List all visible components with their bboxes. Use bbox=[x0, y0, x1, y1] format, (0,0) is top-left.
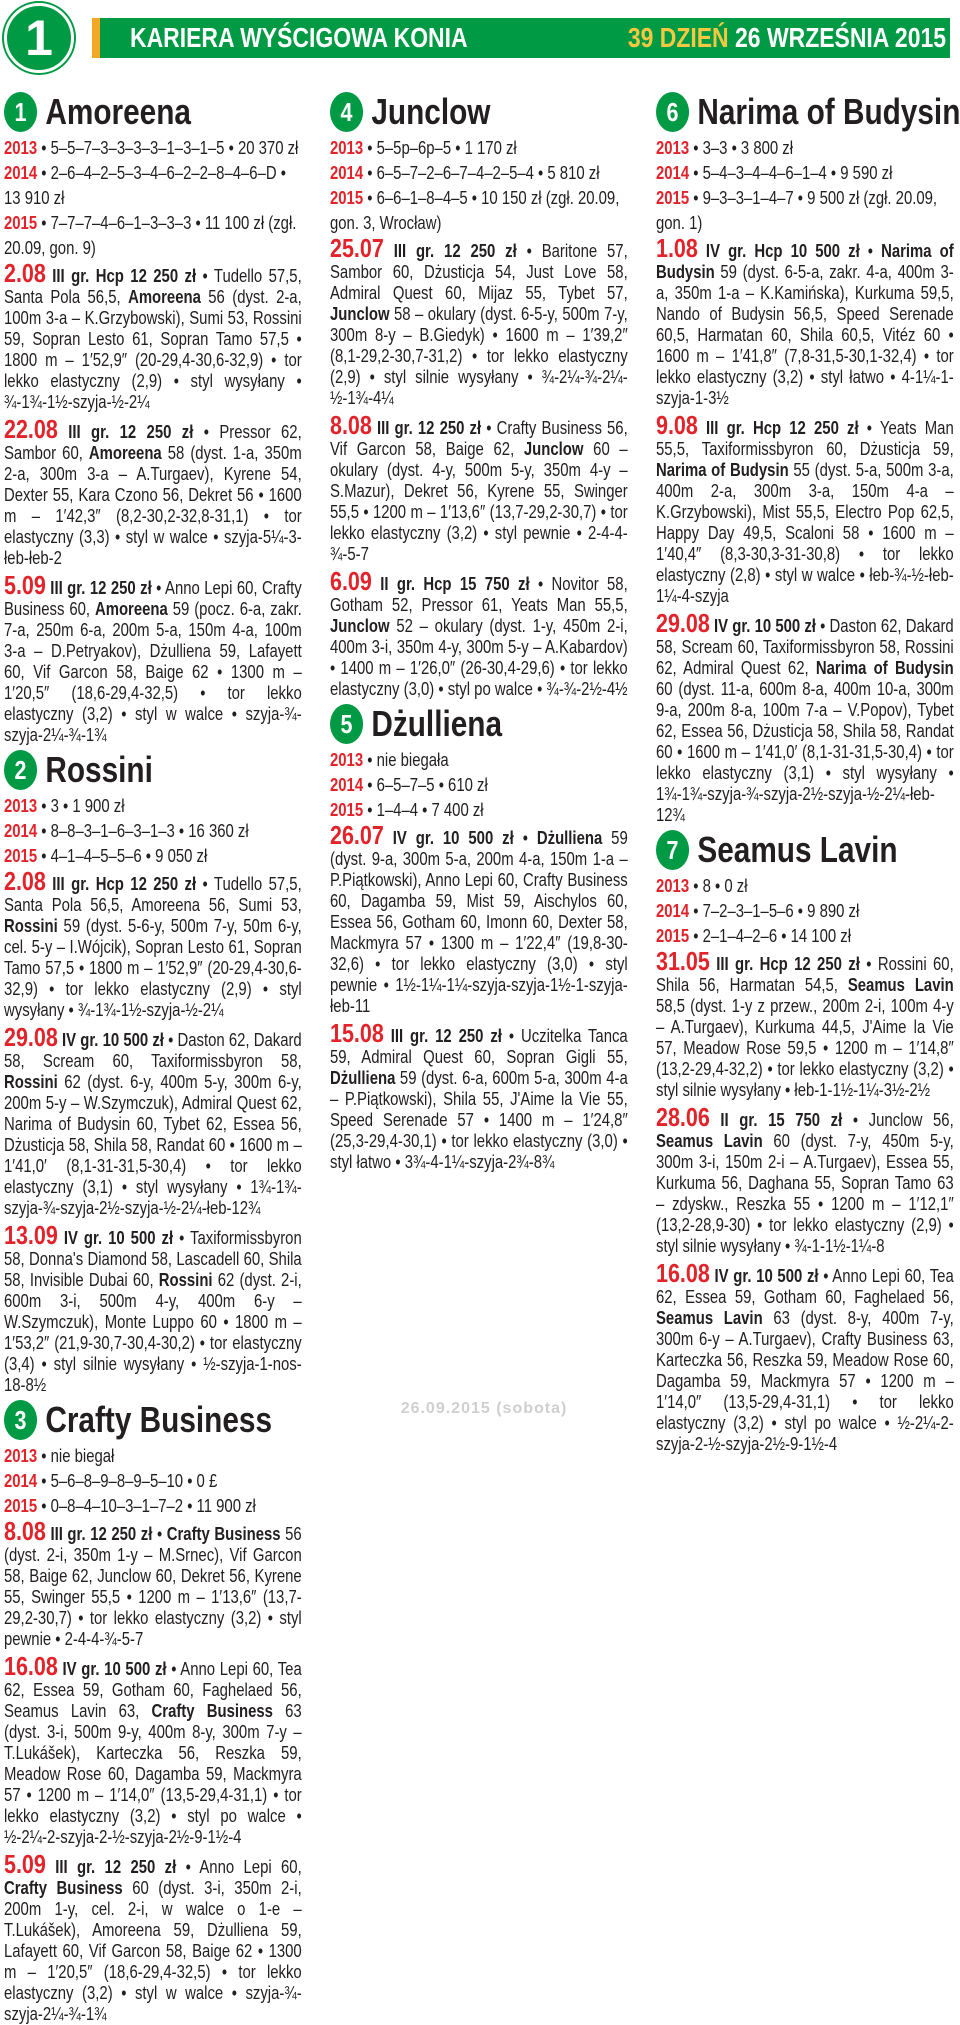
race-text-post: 59 (dyst. 6-a, 600m 5-a, 300m 4-a – P.Piątkowski), Shila 55, J'Aime la Vie 55, Speed Serenade 57 • 1400 m – 1′24,8″ (25,3-29,4-30,1) • tor lekko elastyczny (3,0) • styl łatwo • 3¾-4-1¼-szyja-2¾-8¾ bbox=[330, 1068, 628, 1172]
race-text-pre: • Taxiformissbyron 58, Donna's Diamond 58, Lascadell 60, Shila 58, Invisible Dubai 60, bbox=[4, 1228, 302, 1290]
season-year: 2013 bbox=[4, 796, 38, 816]
race-class: III gr. 12 250 zł bbox=[371, 418, 482, 438]
highlighted-horse: Seamus Lavin bbox=[656, 1308, 763, 1328]
season-stat bbox=[4, 819, 302, 844]
season-year: 2014 bbox=[330, 163, 364, 183]
race-text-pre: • Anno Lepi 60, bbox=[176, 1857, 302, 1877]
season-stat bbox=[4, 1494, 302, 1519]
season-year: 2013 bbox=[330, 138, 364, 158]
race-date: 29.08 bbox=[656, 608, 710, 638]
season-record: • 3–3 • 3 800 zł bbox=[689, 138, 794, 158]
season-year: 2013 bbox=[4, 1446, 38, 1466]
horse-header bbox=[4, 750, 302, 790]
season-stat bbox=[656, 161, 954, 186]
season-record: • 1–4–4 • 7 400 zł bbox=[363, 800, 484, 820]
highlighted-horse: Narima of Budysin bbox=[815, 658, 954, 678]
race-entry bbox=[656, 233, 954, 409]
race-text-post: 55 (dyst. 5-a, 500m 3-a, 400m 2-a, 300m 3-a, 150m 4-a – K.Grzybowski), Mist 55,5, Electro Pop 62,5, Happy Day 49,5, Scaloni 58 • 1600 m – 1′40,4″ (8,3-30,3-31-30,8) • tor lekko elastyczny (2,8) • styl w walce • łeb-¾-½-łeb-1¼-4-szyja bbox=[656, 460, 954, 606]
season-stat bbox=[330, 186, 628, 236]
highlighted-horse: Junclow bbox=[330, 304, 390, 324]
race-entry bbox=[656, 608, 954, 826]
season-year: 2015 bbox=[330, 188, 364, 208]
highlighted-horse: Seamus Lavin bbox=[656, 1131, 763, 1151]
highlighted-horse: Rossini bbox=[4, 1072, 58, 1092]
race-date: 5.09 bbox=[4, 1849, 46, 1879]
season-stat bbox=[330, 748, 628, 773]
highlighted-horse: Narima of Budysin bbox=[656, 241, 954, 282]
horse-name: Junclow bbox=[371, 91, 491, 132]
race-entry bbox=[4, 1849, 302, 2025]
race-text-pre: • Daston 62, Dakard 58, Scream 60, Taxiformissbyron 58, bbox=[4, 1030, 302, 1071]
season-year: 2013 bbox=[4, 138, 38, 158]
race-text-post: 59 (dyst. 6-5-a, zakr. 4-a, 400m 3-a, 350m 1-a – K.Kamińska), Kurkuma 59,5, Nando of Budysin 56,5, Speed Serenade 60,5, Harmatan 60, Shila 60,5, Vitéz 60 • 1600 m – 1′41,8″ (7,8-31,5-30,1-32,4) • tor lekko elastyczny (3,2) • styl łatwo • 4-1¼-1-szyja-1-3½ bbox=[656, 262, 954, 408]
race-text-post: 59 (dyst. 5-6-y, 500m 7-y, 50m 6-y, cel. 5-y – I.Wójcik), Sopran Lesto 61, Sopran Tamo 57,5 • 1800 m – 1′52,9″ (20-29,4-30,6-32,9) • tor lekko elastyczny (2,9) • styl wysyłany • ¾-1¾-1½-szyja-½-2¼ bbox=[4, 916, 302, 1020]
highlighted-horse: Rossini bbox=[4, 916, 58, 936]
race-class: III gr. 12 250 zł bbox=[383, 241, 517, 261]
race-date: 1.08 bbox=[656, 233, 698, 263]
race-text-pre: • Crafty Business 56, Vif Garcon 58, Baige 62, bbox=[330, 418, 628, 459]
season-year: 2015 bbox=[4, 846, 38, 866]
race-date: 2.08 bbox=[4, 258, 46, 288]
season-record: • nie biegała bbox=[363, 750, 449, 770]
race-entry bbox=[4, 1651, 302, 1848]
highlighted-horse: Junclow bbox=[330, 616, 390, 636]
season-record: • 6–6–1–8–4–5 • 10 150 zł (zgł. 20.09, gon. 3, Wrocław) bbox=[330, 188, 620, 233]
race-class: II gr. 15 750 zł bbox=[709, 1110, 843, 1130]
race-class: IV gr. 10 500 zł bbox=[709, 616, 816, 636]
horse-name: Rossini bbox=[45, 749, 153, 790]
season-record: • 7–7–7–4–6–1–3–3–3 • 11 100 zł (zgł. 20.09, gon. 9) bbox=[4, 213, 297, 258]
race-text-post: 60 (dyst. 7-y, 450m 5-y, 300m 3-i, 150m 2-i – A.Turgaev), Essea 55, Kurkuma 56, Daghana 55, Sopran Tamo 63 – zdyskw., Reszka 55 • 1200 m – 1′12,1″ (13,2-28,9-30) • tor lekko elastyczny (2,9) • styl silnie wysyłany • ¾-1-1½-1¼-8 bbox=[656, 1131, 954, 1256]
race-date: 22.08 bbox=[4, 414, 58, 444]
season-year: 2014 bbox=[4, 821, 38, 841]
race-text-pre: • Tudello 57,5, Santa Pola 56,5, Amoreena 56, Sumi 53, bbox=[4, 874, 302, 915]
race-text-post: 60 (dyst. 3-i, 350m 2-i, 200m 1-y, cel. 2-i, w walce o 1-e – T.Lukášek), Amoreena 59, Dżulliena 59, Lafayett 60, Vif Garcon 58, Baige 62 • 1300 m – 1′20,5″ (18,6-29,4-32,5) • tor lekko elastyczny (3,2) • styl w walce • szyja-¾-szyja-2¼-¾-1¾ bbox=[4, 1878, 302, 2024]
race-date: 16.08 bbox=[656, 1258, 710, 1288]
season-stat bbox=[330, 136, 628, 161]
season-stat bbox=[656, 136, 954, 161]
race-class: IV gr. 10 500 zł bbox=[383, 828, 514, 848]
race-class: II gr. Hcp 15 750 zł bbox=[371, 574, 530, 594]
race-entry bbox=[656, 1102, 954, 1257]
season-year: 2014 bbox=[4, 163, 38, 183]
horse-name: Dżulliena bbox=[371, 703, 503, 744]
highlighted-horse: Crafty Business bbox=[166, 1524, 281, 1544]
season-year: 2013 bbox=[330, 750, 364, 770]
race-date: 25.07 bbox=[330, 233, 384, 263]
season-record: • 5–5p–6p–5 • 1 170 zł bbox=[363, 138, 517, 158]
race-text-post: 63 (dyst. 8-y, 400m 7-y, 300m 6-y – A.Turgaev), Crafty Business 63, Karteczka 56, Reszka 59, Meadow Rose 60, Dagamba 59, Mackmyra 57 • 1200 m – 1′14,0″ (13,5-29,4-31,1) • tor lekko elastyczny (3,2) • styl po walce • ½-2¼-2-szyja-2-½-szyja-2½-9-1½-4 bbox=[656, 1308, 954, 1454]
race-class: III gr. 12 250 zł bbox=[45, 578, 152, 598]
race-date: 28.06 bbox=[656, 1102, 710, 1132]
race-text-pre: • Anno Lepi 60, Tea 62, Essea 59, Gotham 60, Faghelaed 56, bbox=[656, 1266, 954, 1307]
season-stat bbox=[4, 1444, 302, 1469]
race-text-pre: • bbox=[859, 241, 882, 261]
race-text-post: 63 (dyst. 3-i, 500m 9-y, 400m 8-y, 300m 7-y – T.Lukášek), Karteczka 56, Reszka 59, Meadow Rose 60, Dagamba 59, Mackmyra 57 • 1200 m – 1′14,0″ (13,5-29,4-31,1) • tor lekko elastyczny (3,2) • styl po walce • ½-2¼-2-szyja-2-½-szyja-2½-9-1½-4 bbox=[4, 1701, 302, 1847]
horse-number-badge: 5 bbox=[330, 704, 363, 744]
horse-number-badge: 3 bbox=[4, 1400, 37, 1440]
season-year: 2015 bbox=[330, 800, 364, 820]
race-class: III gr. Hcp 12 250 zł bbox=[45, 266, 197, 286]
season-year: 2015 bbox=[656, 188, 690, 208]
highlighted-horse: Crafty Business bbox=[4, 1878, 123, 1898]
race-entry bbox=[330, 1018, 628, 1173]
race-date: 29.08 bbox=[4, 1022, 58, 1052]
season-record: • nie biegał bbox=[37, 1446, 115, 1466]
season-stat bbox=[330, 161, 628, 186]
race-text-post: 56 (dyst. 2-i, 350m 1-y – M.Srnec), Vif Garcon 58, Baige 62, Junclow 60, Dekret 56, Kyrene 55, Swinger 55,5 • 1200 m – 1′13,6″ (13,7-29,2-30,7) • tor lekko elastyczny (3,2) • styl pewnie • 2-4-4-¾-5-7 bbox=[4, 1524, 302, 1649]
column-3 bbox=[656, 88, 960, 1454]
race-text-post: 58 (dyst. 1-a, 350m 2-a, 300m 3-a – A.Turgaev), Kyrene 54, Dexter 55, Kara Czono 56, Dekret 56 • 1600 m – 1′42,3″ (8,2-30,2-32,8-31,1) • tor elastyczny (3,3) • styl w walce • szyja-5¼-3-łeb-łeb-2 bbox=[4, 443, 302, 568]
season-year: 2013 bbox=[656, 876, 690, 896]
race-class: IV gr. 10 500 zł bbox=[709, 1266, 819, 1286]
highlighted-horse: Narima of Budysin bbox=[656, 460, 789, 480]
race-class: IV gr. 10 500 zł bbox=[57, 1030, 164, 1050]
horse-header bbox=[4, 1400, 302, 1440]
race-entry bbox=[4, 414, 302, 569]
season-year: 2014 bbox=[656, 901, 690, 921]
race-text-post: 52 – okulary (dyst. 1-y, 450m 2-i, 400m 3-i, 350m 4-y, 300m 5-y – A.Kabardov) • 1400 m – 1′26,0″ (26-30,4-29,6) • tor lekko elastyczny (3,0) • styl po walce • ¾-¾-2½-4½ bbox=[330, 616, 628, 699]
season-stat bbox=[656, 874, 954, 899]
horse-name: Amoreena bbox=[45, 91, 191, 132]
season-record: • 7–2–3–1–5–6 • 9 890 zł bbox=[689, 901, 860, 921]
highlighted-horse: Amoreena bbox=[128, 287, 201, 307]
race-date: 2.08 bbox=[4, 866, 46, 896]
race-text-pre: • Uczitelka Tanca 59, Admiral Quest 60, Sopran Gigli 55, bbox=[330, 1026, 628, 1067]
race-text-post: 62 (dyst. 2-i, 600m 3-i, 500m 4-y, 400m 6-y – W.Szymczuk), Monte Luppo 60 • 1800 m – 1′53,2″ (21,9-30,7-30,4-30,2) • tor elastyczny (3,4) • styl silnie wysyłany • ½-szyja-1-nos-18-8½ bbox=[4, 1270, 302, 1395]
horse-number-badge: 6 bbox=[656, 92, 689, 132]
footer-date: 26.09.2015 (sobota) bbox=[400, 1400, 568, 1417]
race-entry bbox=[330, 820, 628, 1017]
page-title: KARIERA WYŚCIGOWA KONIA bbox=[130, 22, 468, 53]
race-text-post: 58 – okulary (dyst. 6-5-y, 500m 7-y, 300m 8-y – B.Giedyk) • 1600 m – 1′39,2″ (8,1-29,2-30,7-31,2) • tor lekko elastyczny (2,9) • styl silnie wysyłany • ¾-2¼-¾-2¼-½-1¾-4¼ bbox=[330, 304, 628, 408]
season-stat bbox=[4, 794, 302, 819]
race-class: IV gr. 10 500 zł bbox=[57, 1228, 174, 1248]
column-1 bbox=[4, 88, 302, 2024]
race-entry bbox=[4, 1022, 302, 1219]
race-entry bbox=[656, 946, 954, 1101]
highlighted-horse: Rossini bbox=[158, 1270, 213, 1290]
season-year: 2014 bbox=[330, 775, 364, 795]
horse-name: Narima of Budysin bbox=[697, 91, 960, 132]
season-record: • 0–8–4–10–3–1–7–2 • 11 900 zł bbox=[37, 1496, 256, 1516]
season-record: • 6–5–7–2–6–7–4–2–5–4 • 5 810 zł bbox=[363, 163, 600, 183]
season-record: • 6–5–7–5 • 610 zł bbox=[363, 775, 488, 795]
season-year: 2015 bbox=[656, 926, 690, 946]
race-entry bbox=[4, 1516, 302, 1650]
race-text-pre: • Junclow 56, bbox=[842, 1110, 954, 1130]
season-year: 2014 bbox=[656, 163, 690, 183]
race-entry bbox=[4, 570, 302, 746]
race-number-badge: 1 bbox=[4, 3, 74, 73]
race-entry bbox=[4, 258, 302, 413]
horse-number-badge: 2 bbox=[4, 750, 37, 790]
race-text-pre: • Rossini 60, Shila 56, Harmatan 54,5, bbox=[656, 954, 954, 995]
race-class: III gr. Hcp 12 250 zł bbox=[45, 874, 197, 894]
season-record: • 4–1–4–5–5–6 • 9 050 zł bbox=[37, 846, 208, 866]
race-date: 16.08 bbox=[4, 1651, 58, 1681]
horse-name: Crafty Business bbox=[45, 1399, 273, 1440]
race-entry bbox=[330, 410, 628, 565]
race-text-pre: • Anno Lepi 60, Tea 62, Essea 59, Gotham 60, Faghelaed 56, Seamus Lavin 63, bbox=[4, 1659, 302, 1721]
horse-name: Seamus Lavin bbox=[697, 829, 898, 870]
highlighted-horse: Amoreena bbox=[94, 599, 168, 619]
header-date bbox=[628, 20, 946, 56]
race-text-pre: • Baritone 57, Sambor 60, Dżusticja 54, Just Love 58, Admiral Quest 60, Mijaz 55, Tybet 57, bbox=[330, 241, 628, 303]
season-stat bbox=[330, 773, 628, 798]
horse-header bbox=[330, 704, 628, 744]
horse-number-badge: 4 bbox=[330, 92, 363, 132]
race-text-pre: • Anno Lepi 60, Crafty Business 60, bbox=[4, 578, 302, 619]
column-2 bbox=[330, 88, 628, 1408]
race-date: 31.05 bbox=[656, 946, 710, 976]
race-date: 26.07 bbox=[330, 820, 384, 850]
horse-number-badge: 7 bbox=[656, 830, 689, 870]
horse-number-badge: 1 bbox=[4, 92, 37, 132]
highlighted-horse: Amoreena bbox=[88, 443, 162, 463]
season-stat bbox=[4, 161, 302, 211]
season-record: • 8–8–3–1–6–3–1–3 • 16 360 zł bbox=[37, 821, 249, 841]
highlighted-horse: Dżulliena bbox=[536, 828, 603, 848]
season-record: • 5–5–7–3–3–3–3–1–3–1–5 • 20 370 zł bbox=[37, 138, 299, 158]
race-date: 5.09 bbox=[4, 570, 46, 600]
race-class: III gr. 12 250 zł bbox=[383, 1026, 502, 1046]
season-record: • 2–1–4–2–6 • 14 100 zł bbox=[689, 926, 852, 946]
race-date: 15.08 bbox=[330, 1018, 384, 1048]
season-stat bbox=[4, 844, 302, 869]
race-entry bbox=[330, 233, 628, 409]
season-stat bbox=[4, 136, 302, 161]
race-class: III gr. Hcp 12 250 zł bbox=[697, 418, 859, 438]
race-date: 8.08 bbox=[330, 410, 372, 440]
highlighted-horse: Seamus Lavin bbox=[847, 975, 954, 995]
season-stat bbox=[656, 186, 954, 236]
season-stat bbox=[4, 1469, 302, 1494]
race-entry bbox=[656, 1258, 954, 1455]
race-class: III gr. 12 250 zł bbox=[45, 1524, 153, 1544]
horse-header bbox=[656, 830, 954, 870]
race-text-pre: • Pressor 62, Sambor 60, bbox=[4, 422, 302, 463]
race-entry bbox=[656, 410, 954, 607]
horse-header bbox=[330, 92, 628, 132]
horse-header bbox=[4, 92, 302, 132]
race-date: 8.08 bbox=[4, 1516, 46, 1546]
race-text-post: 59 (dyst. 9-a, 300m 5-a, 200m 4-a, 150m 1-a – P.Piątkowski), Anno Lepi 60, Crafty Business 60, Dagamba 59, Mist 59, Aischylos 60, Essea 56, Gotham 60, Imonn 60, Dexter 58, Mackmyra 57 • 1300 m – 1′22,4″ (19,8-30-32,6) • tor lekko elastyczny (3,0) • styl pewnie • 1½-1¼-1¼-szyja-szyja-1½-1-szyja-łeb-11 bbox=[330, 828, 628, 1016]
highlighted-horse: Crafty Business bbox=[151, 1701, 273, 1721]
date-label: 26 WRZEŚNIA 2015 bbox=[735, 22, 946, 53]
season-record: • 2–6–4–2–5–3–4–6–2–2–8–4–6–D • 13 910 zł bbox=[4, 163, 286, 208]
page-header bbox=[0, 0, 960, 76]
season-record: • 3 • 1 900 zł bbox=[37, 796, 125, 816]
highlighted-horse: Dżulliena bbox=[330, 1068, 396, 1088]
race-text-post: 60 (dyst. 11-a, 600m 8-a, 400m 10-a, 300m 9-a, 200m 8-a, 100m 7-a – V.Popov), Tybet 62, Essea 56, Dżusticja 58, Shila 58, Randat 60 • 1600 m – 1′41,0′ (8,1-31-31,5-30,4) • tor lekko elastyczny (3,1) • styl wysyłany • 1¾-1¾-szyja-¾-szyja-2½-szyja-½-2¼-łeb-12¾ bbox=[656, 679, 954, 825]
season-record: • 5–4–3–4–4–6–1–4 • 9 590 zł bbox=[689, 163, 893, 183]
season-stat bbox=[4, 211, 302, 261]
season-year: 2013 bbox=[656, 138, 690, 158]
race-text-pre: • Novitor 58, Gotham 52, Pressor 61, Yeats Man 55,5, bbox=[330, 574, 628, 615]
race-class: III gr. Hcp 12 250 zł bbox=[709, 954, 860, 974]
day-label: 39 DZIEŃ bbox=[627, 22, 729, 53]
season-stat bbox=[656, 899, 954, 924]
race-text-post: 59 (pocz. 6-a, zakr. 7-a, 250m 6-a, 200m 5-a, 150m 4-a, 100m 3-a – D.Petryakov), Dżulliena 59, Lafayett 60, Vif Garcon 58, Baige 62 • 1300 m – 1′20,5″ (18,6-29,4-32,5) • tor lekko elastyczny (3,2) • styl w walce • szyja-¾-szyja-2¼-¾-1¾ bbox=[4, 599, 302, 745]
race-date: 13.09 bbox=[4, 1220, 58, 1250]
race-entry bbox=[4, 866, 302, 1021]
season-record: • 8 • 0 zł bbox=[689, 876, 748, 896]
race-entry bbox=[330, 566, 628, 700]
race-entry bbox=[4, 1220, 302, 1396]
horse-header bbox=[656, 91, 960, 132]
race-class: IV gr. 10 500 zł bbox=[57, 1659, 167, 1679]
season-year: 2014 bbox=[4, 1471, 38, 1491]
race-text-pre: • Yeats Man 55,5, Taxiformissbyron 60, Dżusticja 59, bbox=[656, 418, 954, 459]
race-text-post: 62 (dyst. 6-y, 400m 5-y, 300m 6-y, 200m 5-y – W.Szymczuk), Admiral Quest 62, Narima of Budysin 60, Tybet 62, Essea 56, Dżusticja 58, Shila 58, Randat 60 • 1600 m – 1′41,0′ (8,1-31-31,5-30,4) • tor lekko elastyczny (3,1) • styl wysyłany • 1¾-1¾-szyja-¾-szyja-2½-szyja-½-2¼-łeb-12¾ bbox=[4, 1072, 302, 1218]
race-text-post: 56 (dyst. 2-a, 100m 3-a – K.Grzybowski), Sumi 53, Rossini 59, Sopran Lesto 61, Sopran Tamo 57,5 • 1800 m – 1′52,9″ (20-29,4-30,6-32,9) • tor lekko elastyczny (2,9) • styl wysyłany • ¾-1¾-1½-szyja-½-2¼ bbox=[4, 287, 302, 412]
race-date: 9.08 bbox=[656, 410, 698, 440]
race-text-pre: • Tudello 57,5, Santa Pola 56,5, bbox=[4, 266, 302, 307]
race-text-pre: • bbox=[152, 1524, 167, 1544]
race-text-post: 58,5 (dyst. 1-y z przew., 200m 2-i, 100m 4-y – A.Turgaev), Kurkuma 44,5, J'Aime la Vie 57, Meadow Rose 59,5 • 1200 m – 1′14,8″ (13,2-29,4-32,2) • tor lekko elastyczny (3,2) • styl silnie wysyłany • łeb-1-1½-1¼-3½-2½ bbox=[656, 996, 954, 1100]
race-text-post: 60 – okulary (dyst. 4-y, 500m 5-y, 350m 4-y – S.Mazur), Dekret 56, Kyrene 55, Swinger 55,5 • 1200 m – 1′13,6″ (13,7-29,2-30,7) • tor lekko elastyczny (3,2) • styl pewnie • 2-4-4-¾-5-7 bbox=[330, 439, 628, 564]
season-year: 2015 bbox=[4, 213, 38, 233]
highlighted-horse: Junclow bbox=[523, 439, 584, 459]
race-text-pre: • bbox=[513, 828, 537, 848]
season-record: • 9–3–3–1–4–7 • 9 500 zł (zgł. 20.09, gon. 1) bbox=[656, 188, 938, 233]
race-class: IV gr. Hcp 10 500 zł bbox=[697, 241, 860, 261]
race-date: 6.09 bbox=[330, 566, 372, 596]
race-text-pre: • Daston 62, Dakard 58, Scream 60, Taxiformissbyron 58, Rossini 62, Admiral Quest 62, bbox=[656, 616, 954, 678]
race-class: III gr. 12 250 zł bbox=[57, 422, 194, 442]
season-record: • 5–6–8–9–8–9–5–10 • 0 £ bbox=[37, 1471, 218, 1491]
race-class: III gr. 12 250 zł bbox=[45, 1857, 177, 1877]
season-year: 2015 bbox=[4, 1496, 38, 1516]
